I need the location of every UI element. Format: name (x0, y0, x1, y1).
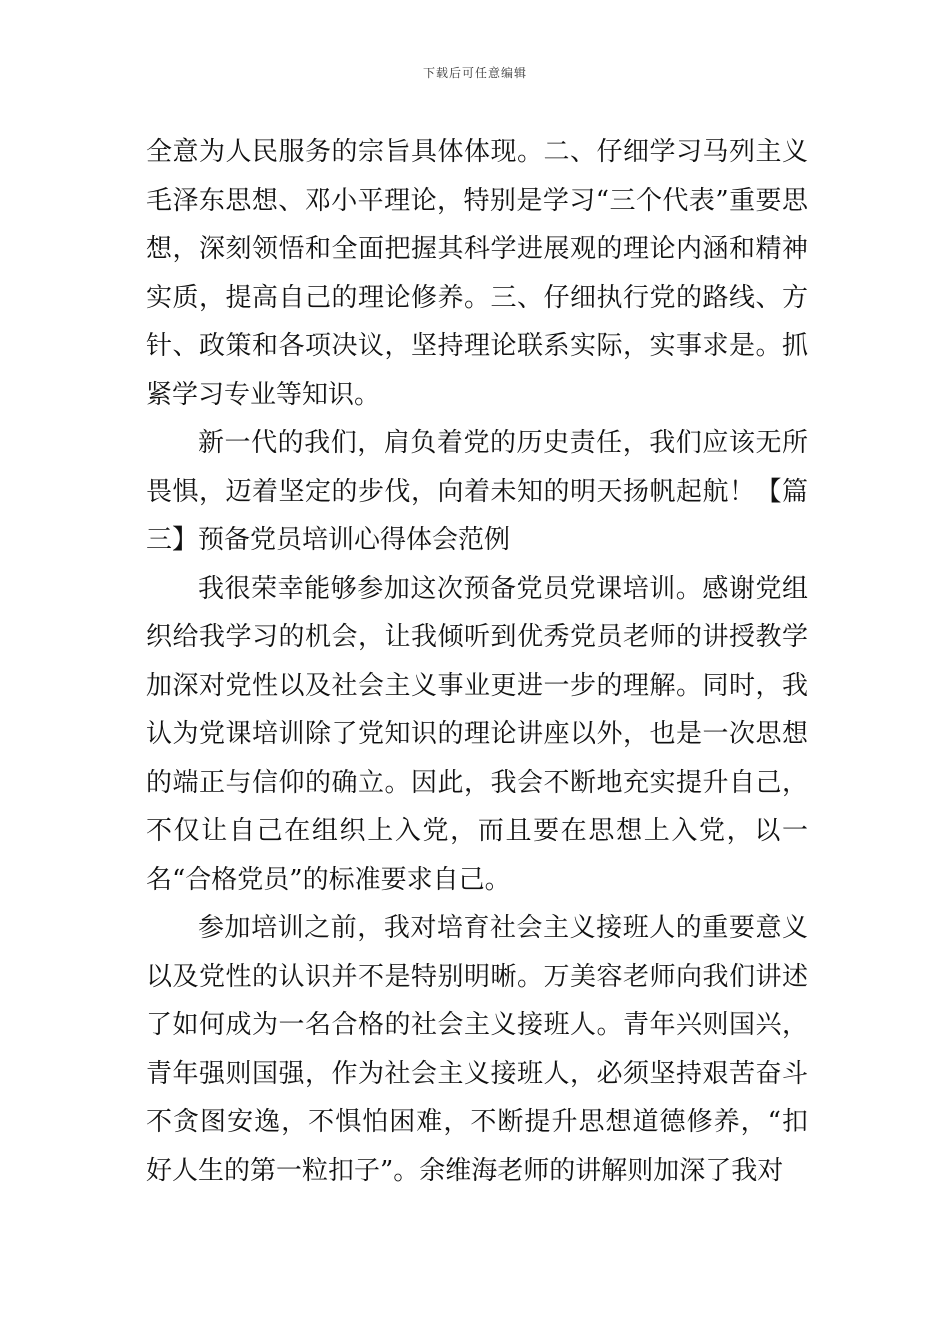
paragraph-continuation: 全意为人民服务的宗旨具体体现。二、仔细学习马列主义毛泽东思想、邓小平理论，特别是学习“三个代表”重要思想，深刻领悟和全面把握其科学进展观的理论内涵和精神实质，提高自己的理论修养。三、仔细执行党的路线、方针、政策和各项决议，坚持理论联系实际，实事求是。抓紧学习专业等知识。 (146, 137, 808, 410)
paragraph-new-generation: 新一代的我们，肩负着党的历史责任，我们应该无所畏惧，迈着坚定的步伐，向着未知的明天扬帆起航！【篇三】预备党员培训心得体会范例 (146, 428, 808, 555)
document-body (146, 128, 808, 1195)
paragraph-training-honor: 我很荣幸能够参加这次预备党员党课培训。感谢党组织给我学习的机会，让我倾听到优秀党员老师的讲授教学加深对党性以及社会主义事业更进一步的理解。同时，我认为党课培训除了党知识的理论讲座以外，也是一次思想的端正与信仰的确立。因此，我会不断地充实提升自己，不仅让自己在组织上入党，而且要在思想上入党，以一名“合格党员”的标准要求自己。 (146, 573, 808, 895)
header-note: 下载后可任意编辑 (422, 66, 527, 80)
paragraph-before-training: 参加培训之前，我对培育社会主义接班人的重要意义以及党性的认识并不是特别明晰。万美容老师向我们讲述了如何成为一名合格的社会主义接班人。青年兴则国兴，青年强则国强，作为社会主义接班人，必须坚持艰苦奋斗不贪图安逸，不惧怕困难，不断提升思想道德修养，“扣好人生的第一粒扣子”。余维海老师的讲解则加深了我对 (146, 913, 808, 1186)
